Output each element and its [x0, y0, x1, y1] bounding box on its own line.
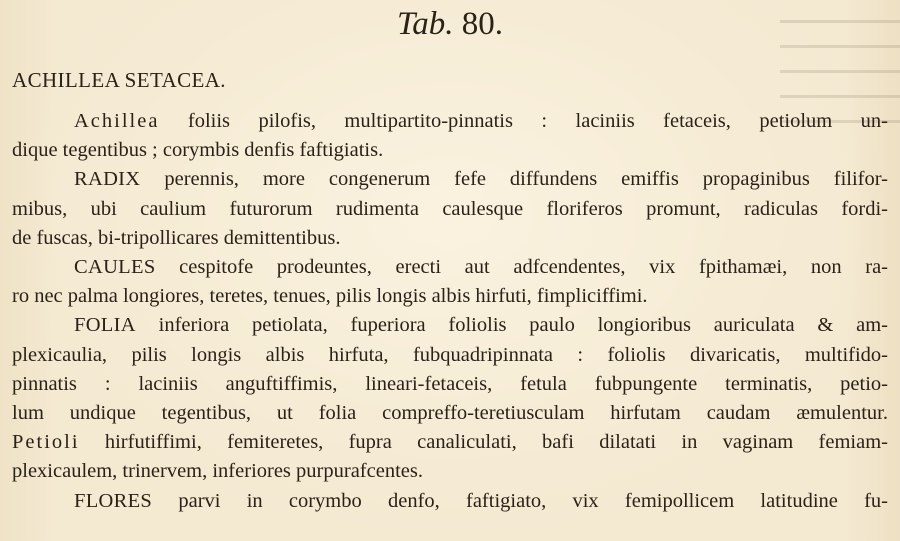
- folia-paragraph: [12, 311, 888, 486]
- text-line: [12, 487, 888, 516]
- text-line: lum undique tegentibus, ut folia compreffo-teretiusculam hirfutam caudam æmulentur.: [12, 402, 888, 425]
- plate-header: [0, 2, 900, 46]
- section-lead: RADIX: [74, 168, 141, 191]
- line-text: inferiora petiolata, fuperiora foliolis paulo longioribus auriculata & am-: [135, 314, 888, 337]
- line-text: cespitofe prodeuntes, erecti aut adfcendentes, vix fpithamæi, non ra-: [155, 256, 888, 279]
- diagnosis-paragraph: [12, 107, 888, 165]
- text-line: de fuscas, bi-tripollicares demittentibus.: [12, 226, 341, 249]
- line-text: foliis pilofis, multipartito-pinnatis : laciniis fetaceis, petiolum un-: [159, 110, 888, 132]
- text-line: [12, 107, 888, 136]
- text-line: pinnatis : laciniis anguftiffimis, lineari-fetaceis, fetula fubpungente terminatis, petio-: [12, 372, 888, 395]
- radix-paragraph: [12, 165, 888, 253]
- text-line: dique tegentibus ; corymbis denfis faftigiatis.: [12, 139, 384, 162]
- tab-label: Tab.: [396, 6, 454, 42]
- text-line: plexicaulia, pilis longis albis hirfuta, fubquadripinnata : foliolis divaricatis, multifido-: [12, 343, 888, 366]
- flores-paragraph: [12, 487, 888, 516]
- description-body: [12, 107, 888, 516]
- section-lead: CAULES: [74, 256, 156, 279]
- tab-number: 80.: [461, 6, 504, 42]
- text-line: [12, 253, 888, 282]
- line-text: hirfutiffimi, femiteretes, fupra canaliculati, bafi dilatati in vaginam femiam-: [79, 431, 888, 454]
- section-lead: FOLIA: [74, 314, 136, 337]
- text-line: [12, 165, 888, 194]
- text-line: mibus, ubi caulium futurorum rudimenta caulesque floriferos promunt, radiculas fordi-: [12, 197, 888, 220]
- text-line: ro nec palma longiores, teretes, tenues, pilis longis albis hirfuti, fimpliciffimi.: [12, 285, 648, 308]
- genus-lead: Achillea: [74, 110, 160, 132]
- text-line: plexicaulem, trinervem, inferiores purpurafcentes.: [12, 460, 423, 483]
- caules-paragraph: [12, 253, 888, 311]
- line-text: perennis, more congenerum fefe diffundens emiffis propaginibus filifor-: [140, 168, 888, 191]
- text-line: [12, 311, 888, 340]
- species-title: ACHILLEA SETACEA.: [12, 68, 226, 92]
- petioli-lead: Petioli: [12, 431, 80, 454]
- line-text: parvi in corymbo denfo, faftigiato, vix femipollicem latitudine fu-: [152, 489, 888, 512]
- section-lead: FLORES: [74, 489, 153, 512]
- text-line: [12, 428, 888, 457]
